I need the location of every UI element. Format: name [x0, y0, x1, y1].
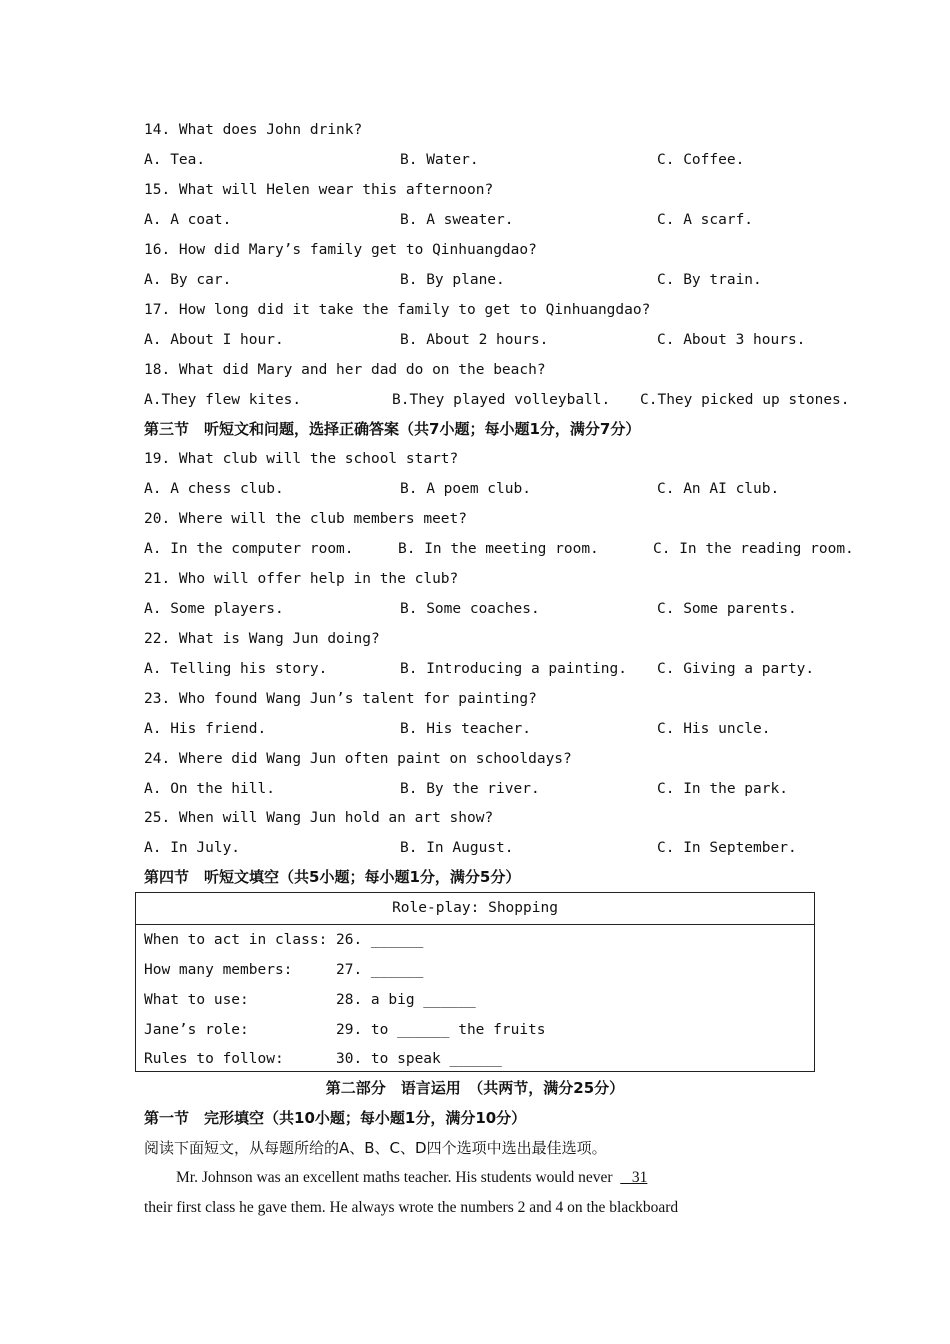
- option-b: B. In August.: [400, 840, 514, 856]
- question-text: 21. Who will offer help in the club?: [144, 571, 459, 587]
- option-c: C. In the park.: [657, 781, 788, 797]
- option-a: A. On the hill.: [144, 781, 275, 797]
- option-a: A. A coat.: [144, 212, 232, 228]
- passage-line-1: [144, 1166, 840, 1190]
- option-a: A. Tea.: [144, 152, 206, 168]
- table-row-value: 28. a big ______: [336, 992, 476, 1008]
- question-text: 25. When will Wang Jun hold an art show?: [144, 810, 494, 826]
- option-a: A. A chess club.: [144, 481, 284, 497]
- option-c: C. About 3 hours.: [657, 332, 806, 348]
- option-b: B. By plane.: [400, 272, 505, 288]
- question-text: 14. What does John drink?: [144, 122, 363, 138]
- section4-heading: 第四节 听短文填空（共5小题；每小题1分，满分5分）: [144, 868, 521, 886]
- table-row-value: 30. to speak ______: [336, 1051, 502, 1067]
- option-a: A. About I hour.: [144, 332, 284, 348]
- option-a: A. Some players.: [144, 601, 284, 617]
- option-b: B. In the meeting room.: [398, 541, 599, 557]
- option-b: B. Some coaches.: [400, 601, 540, 617]
- part2-heading: 第二部分 语言运用 （共两节，满分25分）: [325, 1079, 625, 1097]
- table-row-label: What to use:: [144, 992, 249, 1008]
- option-c: C. In the reading room.: [653, 541, 854, 557]
- question-text: 15. What will Helen wear this afternoon?: [144, 182, 494, 198]
- option-b: B.They played volleyball.: [392, 392, 611, 408]
- option-c: C. Some parents.: [657, 601, 797, 617]
- question-text: 19. What club will the school start?: [144, 451, 459, 467]
- blank-31: 31: [620, 1169, 648, 1186]
- table-row-value: 29. to ______ the fruits: [336, 1022, 546, 1038]
- option-a: A. In the computer room.: [144, 541, 354, 557]
- instruction-text: 阅读下面短文，从每题所给的A、B、C、D四个选项中选出最佳选项。: [144, 1139, 607, 1157]
- question-text: 18. What did Mary and her dad do on the beach?: [144, 362, 546, 378]
- question-text: 24. Where did Wang Jun often paint on schooldays?: [144, 751, 572, 767]
- option-b: B. His teacher.: [400, 721, 531, 737]
- table-row-label: Rules to follow:: [144, 1051, 284, 1067]
- question-text: 23. Who found Wang Jun’s talent for painting?: [144, 691, 537, 707]
- table-row-value: 27. ______: [336, 962, 424, 978]
- option-b: B. Water.: [400, 152, 479, 168]
- option-c: C. Coffee.: [657, 152, 745, 168]
- option-b: B. About 2 hours.: [400, 332, 549, 348]
- option-a: A. His friend.: [144, 721, 267, 737]
- part2-section1-heading: 第一节 完形填空（共10小题；每小题1分，满分10分）: [144, 1109, 527, 1127]
- option-c: C. His uncle.: [657, 721, 771, 737]
- section3-heading: 第三节 听短文和问题，选择正确答案（共7小题；每小题1分，满分7分）: [144, 420, 641, 438]
- option-c: C. Giving a party.: [657, 661, 815, 677]
- option-b: B. A poem club.: [400, 481, 531, 497]
- table-row-label: Jane’s role:: [144, 1022, 249, 1038]
- passage-line-2: their first class he gave them. He always wrote the numbers 2 and 4 on the blackboard: [144, 1199, 679, 1216]
- question-text: 20. Where will the club members meet?: [144, 511, 468, 527]
- option-b: B. A sweater.: [400, 212, 514, 228]
- option-a: A. Telling his story.: [144, 661, 328, 677]
- table-title: Role-play: Shopping: [136, 893, 814, 925]
- option-a: A. In July.: [144, 840, 241, 856]
- question-text: 16. How did Mary’s family get to Qinhuangdao?: [144, 242, 537, 258]
- passage-text: Mr. Johnson was an excellent maths teacher. His students would never: [176, 1169, 613, 1186]
- option-b: B. Introducing a painting.: [400, 661, 627, 677]
- question-text: 22. What is Wang Jun doing?: [144, 631, 380, 647]
- option-c: C. In September.: [657, 840, 797, 856]
- role-play-table: [135, 892, 815, 1072]
- option-a: A. By car.: [144, 272, 232, 288]
- option-b: B. By the river.: [400, 781, 540, 797]
- option-c: C. An AI club.: [657, 481, 780, 497]
- table-row-label: How many members:: [144, 962, 293, 978]
- table-row-label: When to act in class:: [144, 932, 328, 948]
- option-c: C. By train.: [657, 272, 762, 288]
- option-a: A.They flew kites.: [144, 392, 302, 408]
- question-text: 17. How long did it take the family to get to Qinhuangdao?: [144, 302, 651, 318]
- option-c: C. A scarf.: [657, 212, 754, 228]
- option-c: C.They picked up stones.: [640, 392, 850, 408]
- table-row-value: 26. ______: [336, 932, 424, 948]
